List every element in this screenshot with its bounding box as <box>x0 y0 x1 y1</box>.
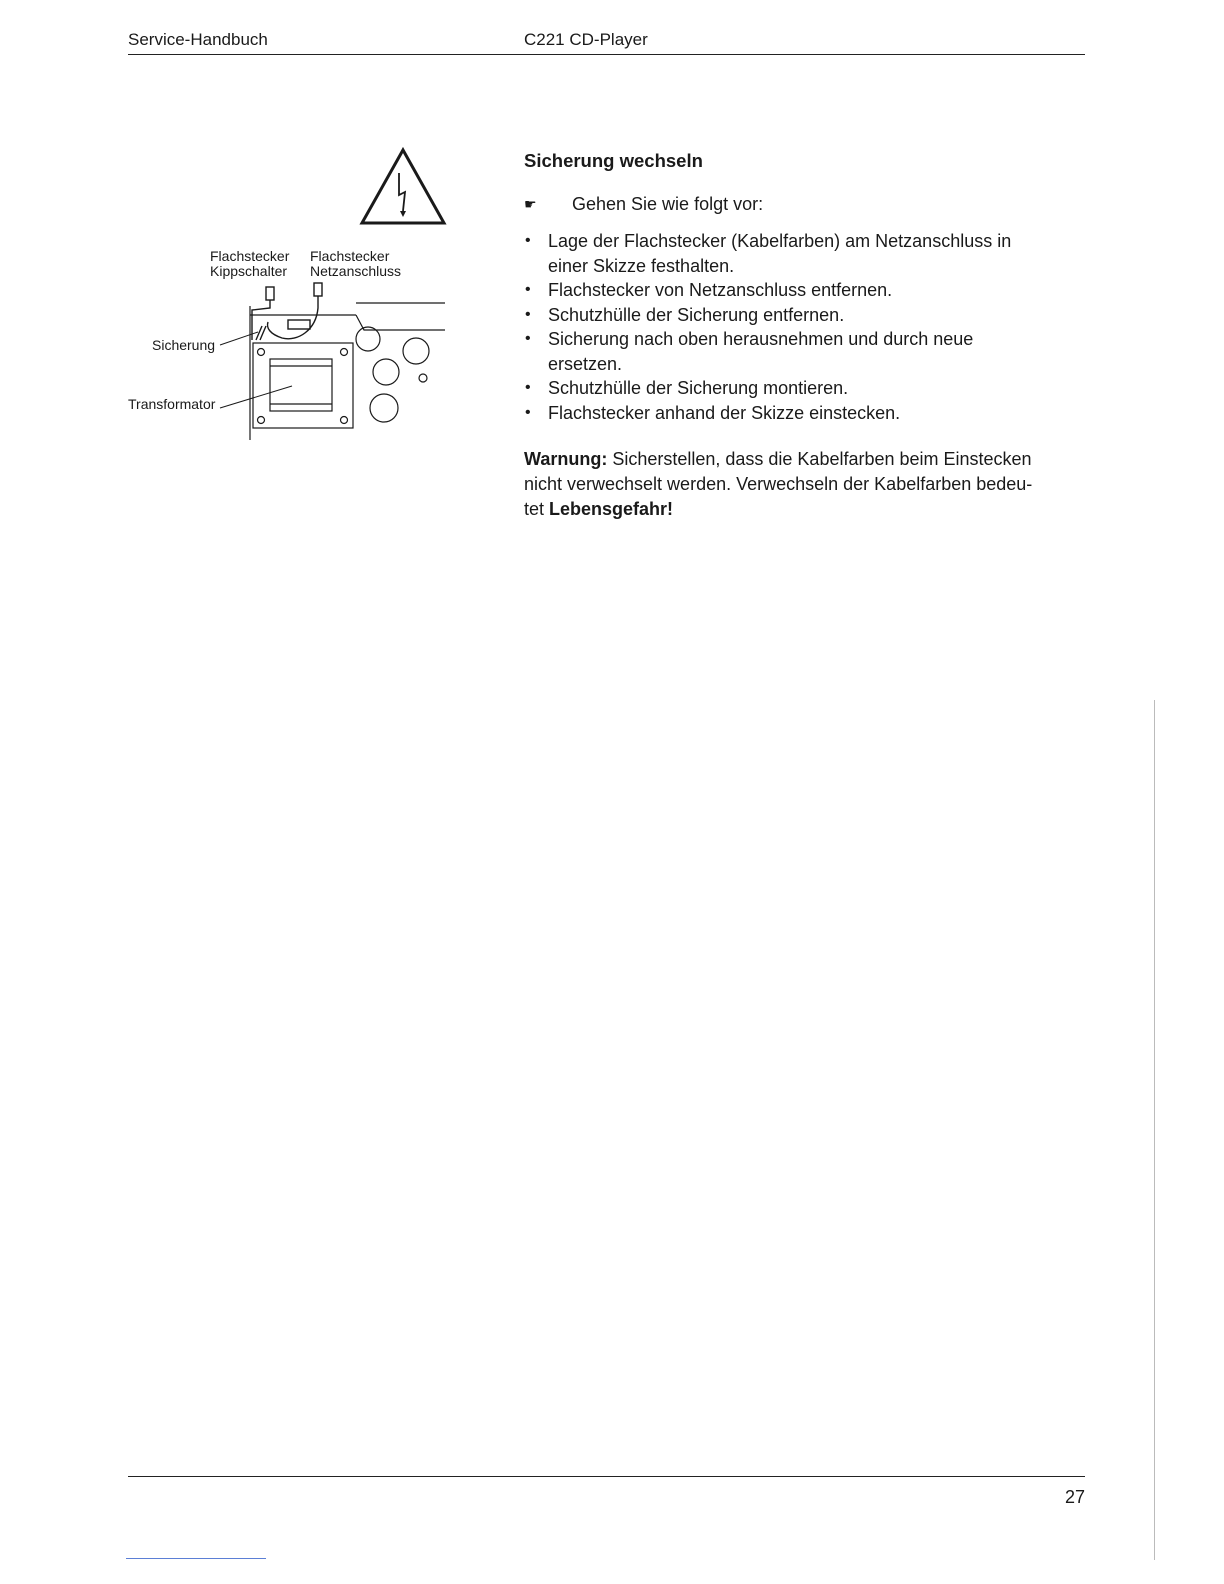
chassis <box>250 303 445 440</box>
list-item <box>524 278 1084 303</box>
step-text: Sicherung nach oben herausnehmen und durch neue <box>548 329 974 349</box>
page-number: 27 <box>1064 1487 1085 1507</box>
label-flachstecker-2: Flachstecker <box>310 248 390 264</box>
list-item <box>524 229 1084 278</box>
warning-text-3: tet <box>524 499 545 519</box>
fuse-diagram-svg <box>120 140 460 450</box>
scan-edge-line <box>1154 700 1155 1560</box>
list-item <box>524 327 1084 376</box>
procedure-intro <box>524 194 1084 215</box>
footer-underline <box>126 1558 266 1559</box>
label-kippschalter: Kippschalter <box>210 263 288 279</box>
warning-text-1: Sicherstellen, dass die Kabelfarben beim Einstecken <box>612 449 1032 469</box>
warning-emphasis: Lebensgefahr! <box>549 499 674 519</box>
list-item <box>524 303 1084 328</box>
step-text: Schutzhülle der Sicherung entfernen. <box>548 304 845 325</box>
label-transformator: Transformator <box>128 396 216 412</box>
step-text: ersetzen. <box>548 353 623 374</box>
warning-text-2: nicht verwechselt werden. Verwechseln der Kabelfarben bedeu- <box>524 474 1033 494</box>
fuse-instructions <box>524 150 1084 522</box>
warning-label: Warnung: <box>524 449 608 469</box>
footer-rule <box>128 1476 1085 1477</box>
step-list <box>524 229 1084 425</box>
manual-title: Service-Handbuch <box>128 30 268 49</box>
step-text: einer Skizze festhalten. <box>548 255 735 276</box>
label-netzanschluss: Netzanschluss <box>310 263 402 279</box>
product-title: C221 CD-Player <box>524 30 648 49</box>
list-item <box>524 376 1084 401</box>
step-text: Flachstecker von Netzanschluss entfernen. <box>548 280 893 300</box>
page-header <box>128 30 1084 54</box>
list-item <box>524 401 1084 426</box>
label-flachstecker-1: Flachstecker <box>210 248 290 264</box>
step-text: Lage der Flachstecker (Kabelfarben) am Netzanschluss in <box>548 231 1012 251</box>
step-text: Flachstecker anhand der Skizze einstecken. <box>548 402 901 423</box>
step-text: Schutzhülle der Sicherung montieren. <box>548 378 849 398</box>
section-title: Sicherung wechseln <box>524 150 703 171</box>
procedure-intro-text: Gehen Sie wie folgt vor: <box>572 194 764 214</box>
label-sicherung: Sicherung <box>152 337 216 353</box>
connectors <box>252 283 322 340</box>
pointing-hand-icon: ☛ <box>524 196 537 212</box>
fuse-diagram <box>120 140 460 450</box>
header-rule <box>128 54 1085 55</box>
high-voltage-warning-icon <box>362 150 444 223</box>
warning-note <box>524 447 1084 522</box>
